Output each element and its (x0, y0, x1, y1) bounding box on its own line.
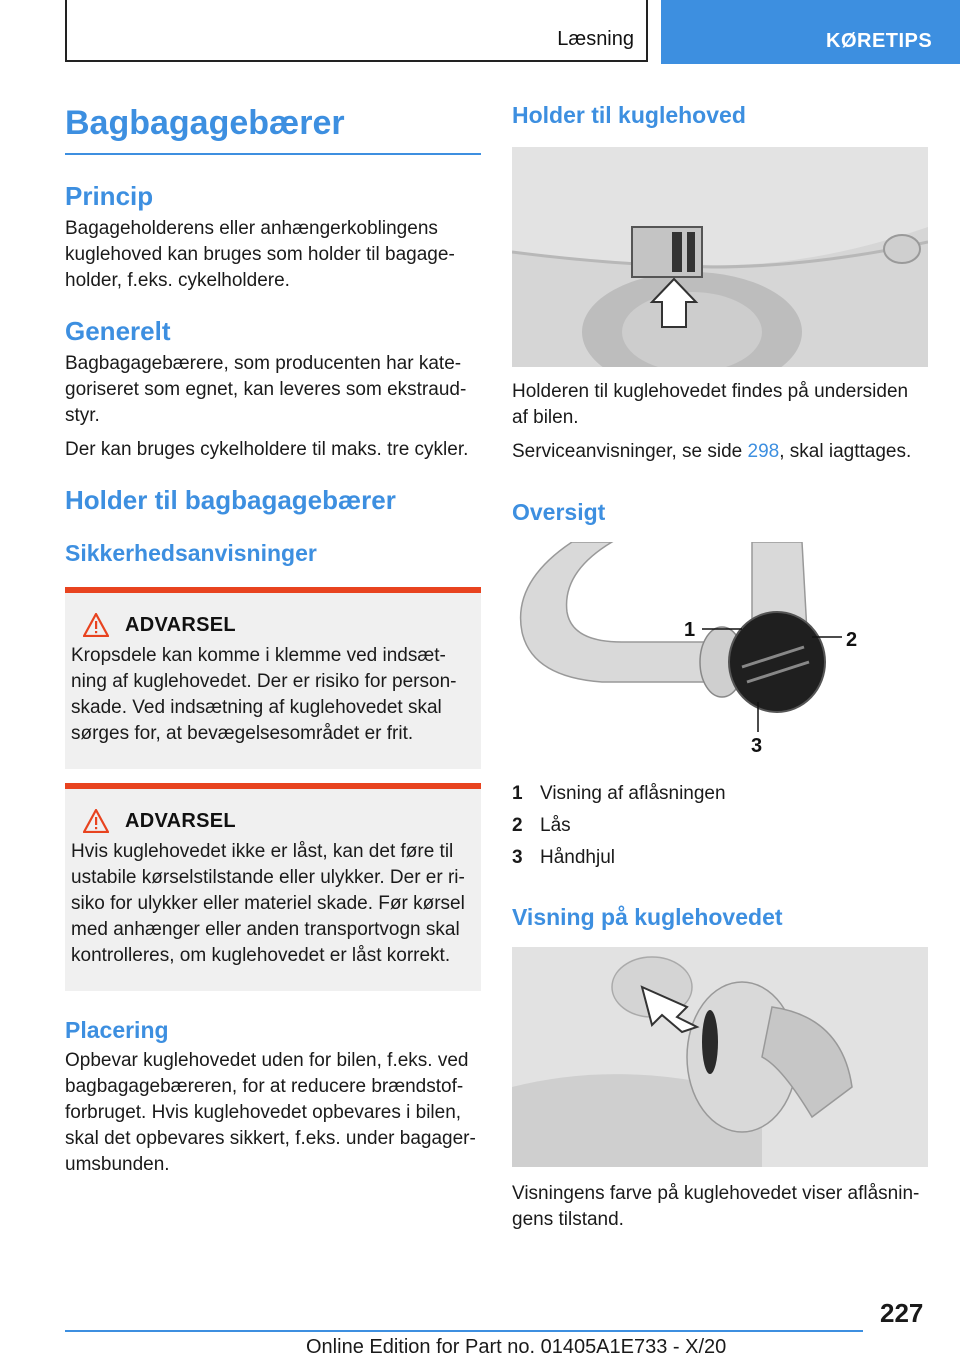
footer-divider (65, 1330, 863, 1332)
display-text: Visningens farve på kuglehovedet viser aflåsningens tilstand. (512, 1183, 920, 1230)
display-heading: Visning på kuglehovedet (512, 904, 783, 930)
callout-3: 3 (751, 735, 763, 757)
placement-heading: Placering (65, 1017, 169, 1043)
right-column (512, 100, 928, 1233)
legend-item: 2 Lås (512, 815, 571, 836)
overview-legend (512, 778, 928, 874)
holder-text: Holderen til kuglehovedet findes på undersiden af bilen. (512, 381, 909, 428)
footer-edition: Online Edition for Part no. 01405A1E733 - X/20 (306, 1336, 727, 1358)
service-text: Serviceanvisninger, se side 298, skal iagttages. (512, 441, 912, 462)
ball-head-overview-image (512, 542, 928, 762)
header-section-box (65, 0, 648, 62)
legend-item: 3 Håndhjul (512, 847, 615, 868)
warning-text-2: Hvis kuglehovedet ikke er låst, kan det føre til ustabile kørselstilstande eller ulykker. Der er risiko for ulykker eller materiel skade. Før kørsel med anhænger eller anden transportvogn skal kontrolleres, om kuglehovedet er låst korrekt. (71, 841, 465, 966)
general-heading: Generelt (65, 316, 171, 346)
placement-text: Opbevar kuglehovedet uden for bilen, f.eks. ved bagbagagebæreren, for at reducere brændstofforbruget. Hvis kuglehovedet opbevares i bilen, skal det opbevares sikkert, f.eks. under bagagerumsbunden. (65, 1050, 476, 1175)
warning-label-2: ADVARSEL (125, 809, 236, 832)
holder-kuglehoved-heading: Holder til kuglehoved (512, 102, 746, 128)
holder-location-image (512, 147, 928, 367)
general-text-1: Bagbagagebærere, som producenten har kategoriseret som egnet, kan leveres som ekstraudstyr. (65, 353, 467, 426)
principle-text: Bagageholderens eller anhængerkoblingens kuglehoved kan bruges som holder til bagageholder, f.eks. cykelholdere. (65, 218, 455, 291)
header-chapter-label: KØRETIPS (826, 30, 933, 52)
header-chapter-tab[interactable] (661, 0, 960, 64)
safety-heading: Sikkerhedsanvisninger (65, 540, 317, 566)
warning-label-1: ADVARSEL (125, 613, 236, 636)
page-title: Bagbagagebærer (65, 104, 481, 155)
callout-1: 1 (684, 619, 696, 641)
legend-item: 1 Visning af aflåsningen (512, 783, 726, 804)
header-section-label: Læsning (557, 28, 634, 50)
ball-head-display-image (512, 947, 928, 1167)
warning-box-2 (65, 783, 481, 991)
principle-heading: Princip (65, 181, 154, 211)
warning-triangle-icon (83, 809, 109, 833)
left-column (65, 100, 481, 1178)
warning-text-1: Kropsdele kan komme i klemme ved indsætning af kuglehovedet. Der er risiko for personskade. Ved indsætning af kuglehovedet skal sørges for, at bevægelsesområdet er frit. (71, 645, 457, 744)
page-number: 227 (880, 1298, 924, 1328)
general-text-2: Der kan bruges cykelholdere til maks. tre cykler. (65, 439, 469, 460)
page-link-298[interactable]: 298 (747, 441, 780, 462)
holder-heading: Holder til bagbagagebærer (65, 485, 396, 515)
overview-heading: Oversigt (512, 499, 606, 525)
warning-box-1 (65, 587, 481, 769)
callout-2: 2 (846, 629, 858, 651)
warning-triangle-icon (83, 613, 109, 637)
